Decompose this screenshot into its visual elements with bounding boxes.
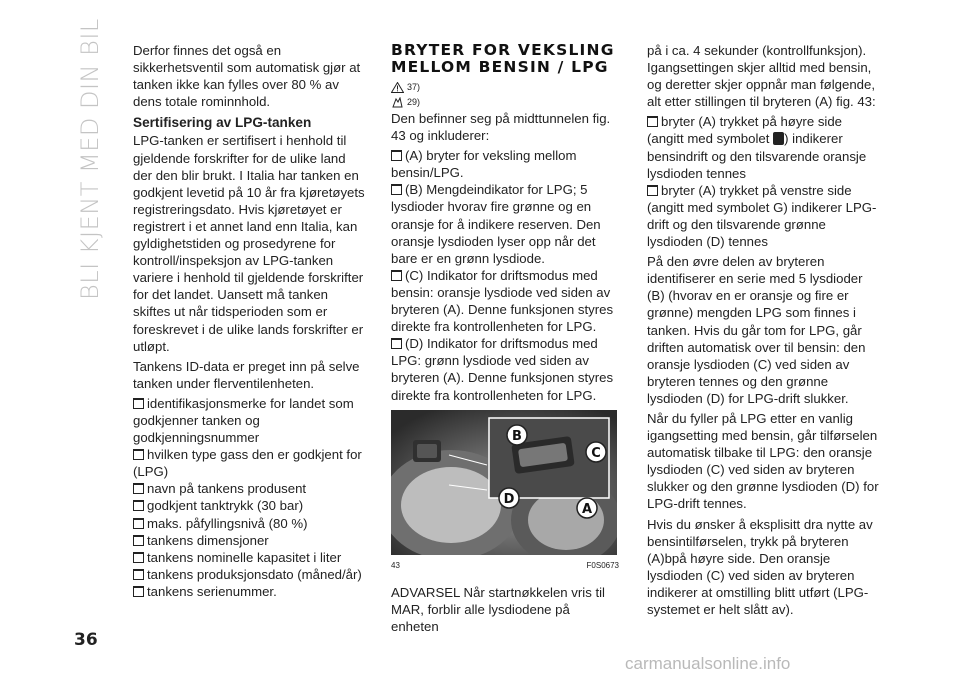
bullet-box-icon [133,502,144,511]
column-1 [133,42,365,600]
column-2 [391,42,619,638]
warning-reference: 37) [391,80,619,95]
list-item: hvilken type gass den er godkjent for (LPG) [133,447,362,480]
list-item: bryter (A) trykket på høyre side (angitt med symbolet ) indikerer bensindrift og den tilsvarende oransje lysdioden tennes [647,114,867,181]
fuel-pump-icon [773,132,784,145]
warning-paragraph: ADVARSEL Når startnøkkelen vris til MAR, forblir alle lysdiodene på enheten [391,584,605,634]
list-item: navn på tankens produsent [133,480,365,497]
bullet-box-icon [391,186,402,195]
bullet-box-icon [133,588,144,597]
chapter-side-title: BLI KJENT MED DIN BIL [76,18,104,300]
bullet-box-icon [133,537,144,546]
refuel-paragraph: Når du fyller på LPG etter en vanlig igangsetting med bensin, går tilførselen automatisk tilbake til LPG: den oransje lysdioden (C) ved siden av bryteren slukker og den grønne lysdioden (D) for LPG-drift tennes. [647,410,879,512]
bullet-box-icon [133,554,144,563]
list-item: bryter (A) trykket på venstre side (angitt med symbolet G) indikerer LPG-drift og den tilsvarende grønne lysdioden (D) tennes [647,182,877,250]
id-data-paragraph: Tankens ID-data er preget inn på selve tanken under flerventilenheten. [133,358,360,391]
section-heading: BRYTER FOR VEKSLING MELLOM BENSIN / LPG [391,41,615,76]
page-number: 36 [74,630,98,650]
section-subheading: Sertifisering av LPG-tanken [133,115,312,131]
figure-label-c: C [591,445,601,461]
caution-reference: 29) [391,95,619,110]
led-indicator-paragraph: På den øvre delen av bryteren identifiserer en serie med 5 lysdioder (B) (hvorav en er oransje og fire er grønne) mengden LPG som finnes i tanken. Hvis du går tom for LPG, går driften automatisk over til bensin: den oransje lysdioden (C) ved siden av bryteren tennes og den grønne lysdioden (D) for LPG-drift slukker. [647,254,866,406]
list-item: tankens dimensjoner [133,532,365,549]
bullet-box-icon [133,451,144,460]
list-item: tankens produksjonsdato (måned/år) [133,566,365,583]
list-item: maks. påfyllingsnivå (80 %) [133,515,365,532]
list-item: (B) Mengdeindikator for LPG; 5 lysdioder hvorav fire grønne og en oransje for å indikere reserven. Den oransje lysdioden lyser opp når det bare er en grønn lysdiode. [391,182,601,266]
figure-label-a: A [581,501,593,517]
list-item: (D) Indikator for driftsmodus med LPG: grønn lysdiode ved siden av bryteren (A). Denne funksjonen styres direkte fra kontrollenheten for LPG. [391,336,614,403]
list-item: (A) bryter for veksling mellom bensin/LPG. [391,148,577,181]
continuation-paragraph: på i ca. 4 sekunder (kontrollfunksjon). Igangsettingen skjer alltid med bensin, og deretter skjer oppnår man følgende, alt etter stillingen til bryteren (A) fig. 43: [647,43,876,110]
figure-lpg-switch [391,410,617,555]
bullet-box-icon [133,571,144,580]
watermark: carmanualsonline.info [625,654,791,673]
bullet-box-icon [391,272,402,281]
petrol-override-paragraph: Hvis du ønsker å eksplisitt dra nytte av bensintilførselen, trykk på bryteren (A)bpå høyre side. Den oransje lysdioden (C) ved siden av bryteren indikerer at omstilling blitt utført (LPG-systemet er helt slått av). [647,516,873,617]
bullet-box-icon [647,118,658,127]
figure-label-d: D [503,491,515,507]
intro-paragraph: Den befinner seg på midttunnelen fig. 43 og inkluderer: [391,111,611,144]
caution-hand-icon [391,97,404,108]
figure-number: 43 [391,560,400,570]
figure-code: F0S0673 [586,560,619,570]
bullet-box-icon [133,400,144,409]
bullet-box-icon [647,187,658,196]
list-item: identifikasjonsmerke for landet som godkjenner tanken og godkjenningsnummer [133,395,354,446]
bullet-box-icon [133,520,144,529]
list-item: godkjent tanktrykk (30 bar) [133,497,365,514]
id-data-list [133,395,365,600]
certification-paragraph: LPG-tanken er sertifisert i henhold til gjeldende forskrifter for de ulike land der den blir brukt. I Italia har tanken en godkjent levetid på 10 år fra kjøretøyets registreringsdato. Hvis kjøretøyet er registrert i et annet land enn Italia, kan gyldighetstiden og prosedyrene for kontroll/inspeksjon av LPG-tanken variere i henhold til gjeldende forskrifter for det landet. Uansett må tanken skiftes ut når tidsperioden som er foreskrevet i de ulike lands forskrifter er utløpt. [133,133,365,354]
warning-triangle-icon [391,82,404,93]
column-3 [647,42,882,621]
bullet-box-icon [391,340,402,349]
figure-caption [391,557,619,574]
figure-label-b: B [512,428,522,444]
list-item: tankens nominelle kapasitet i liter [133,549,365,566]
lpg-switch-photo [391,410,617,555]
bullet-box-icon [391,152,402,161]
list-item: (C) Indikator for driftsmodus med bensin: oransje lysdiode ved siden av bryteren (A). Denne funksjonen styres direkte fra kontrollenheten for LPG. [391,267,614,335]
intro-paragraph: Derfor finnes det også en sikkerhetsventil som automatisk gjør at tanken ikke kan fylles over 80 % av dens totale rominnhold. [133,43,361,110]
list-item: tankens serienummer. [133,583,365,600]
switch-parts-list [391,147,619,403]
bullet-box-icon [133,485,144,494]
